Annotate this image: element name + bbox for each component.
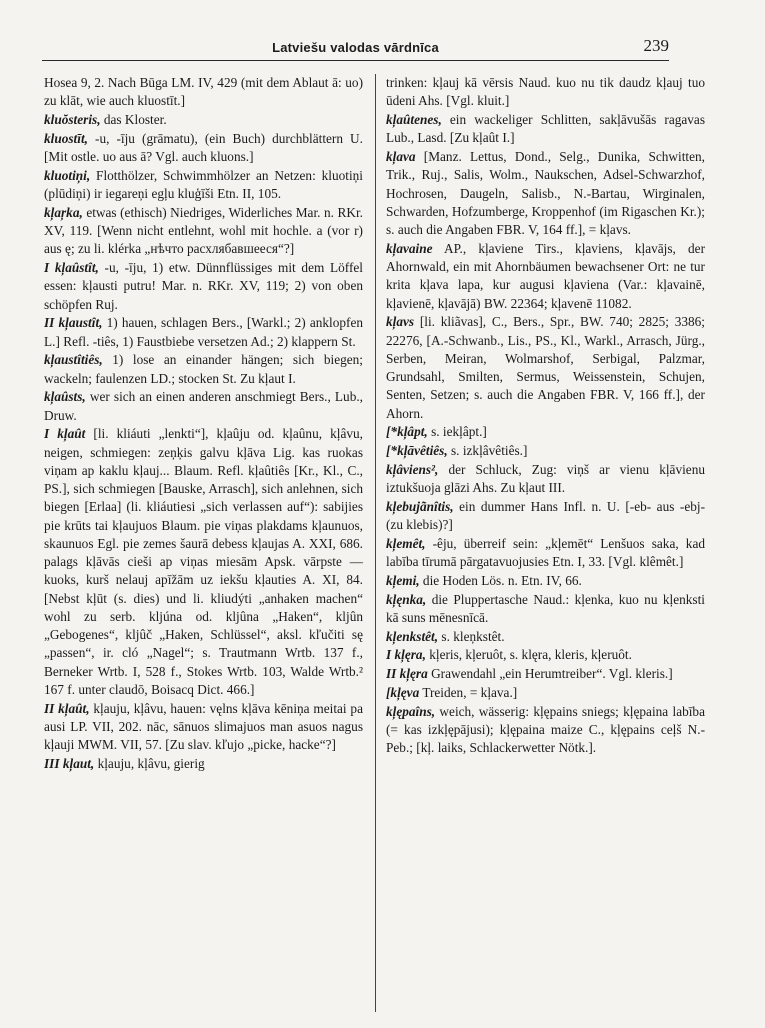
- dictionary-entry: [44, 351, 363, 388]
- dictionary-entry: [44, 425, 363, 699]
- entry-headword: kļemêt,: [386, 535, 426, 551]
- entry-headword: I kļaût: [44, 426, 86, 442]
- entry-headword: kļavaine: [386, 240, 433, 256]
- dictionary-entry: [386, 111, 705, 148]
- entry-text: s. iekļâpt.]: [427, 424, 487, 440]
- entry-headword: I kļaûstît,: [44, 260, 99, 275]
- entry-text: kļeris, kļeruôt, s. klęra, kleris, kļeruôt.: [425, 647, 632, 663]
- entry-headword: I kļęra,: [386, 647, 426, 663]
- entry-text: die Pluppertasche Naud.: kļenka, kuo nu kļenksti kā suns mēnesnīcā.: [386, 591, 705, 625]
- entry-headword: kļâviens²,: [386, 461, 439, 477]
- entry-text: [li. kliáuti „lenkti“], kļaûju od. kļaûnu, kļâvu, neigen, schmiegen: zeņķis galvu kļāva Lig. kas ruokas viņam ap kaklu kļauj... Blaum. Refl. kļaûtiês [Kr., Kl., C., PS.], sich schmiegen [Bauske, Arrasch], sich anlehnen, sich biegen [Erlaa] (li. kliáutiesi „sich verlassen auf“): sabijies pie krūts tai kļaujuos Blaum. pie viņas plakdams kļaunuos, skaunuos Egl. pie zemes šaurā debess kļaujas A. XXI, 686. palags kļāvās cieši ap viņas miesām Apsk. vārpste — kuoks, kurš nelauj apīžām uz iekšu kļauties A. XI, 84. [Nebst kļūt (s. dies) und li. kliudýti „anhaken machen“ wohl zu serb. kljúna od. kljûna „Haken“, kljûn „Gebogenes“, kljûč „Haken, Schlüssel“, aksl. kľučiti sę „passen“, ir. cló „Nagel“; s. Trautmann Wrtb. 137 f., Berneker Wrtb. I, 528 f., Stokes Wrtb. 103, Walde Wrtb.² 167 f. unter claudō, Boisacq Dict. 466.]: [44, 426, 363, 697]
- column-divider: [375, 74, 376, 1012]
- page-header: [42, 34, 669, 61]
- entry-text: [li. kliãvas], C., Bers., Spr., BW. 740; 2825; 3386; 22276, [A.-Schwanb., Lis., PS., Kl., Warkl., Arrasch, Jürg., Serben, Meiran, Wolmarshof, Serbigal, Palzmar, Grundsahl, Smilten, Sermus, Weissenstein, Schujen, Senten, Setzen; s. auch die Angaben FBR. V, 166 ff.], der Ahorn.: [386, 314, 705, 421]
- entry-text: kļauju, kļâvu, hauen: vęlns kļāva kēniņa meitai pa ausi LP. VII, 202. nāc, sānuos slimajuos man asuos nagus kļauji MWM. VII, 57. [Zu slav. kľujo „picke, hacke“?]: [44, 700, 363, 752]
- dictionary-entry: [386, 313, 705, 423]
- entry-text: AP., kļaviene Tirs., kļaviens, kļavājs, der Ahornwald, ein mit Ahornbäumen bewachsener Ort: ne tur krita kļava lapa, kur augusi kļaviena (Var.: kļavainē, kļavienē, kļavājā) BW. 22364; kļavenē 11082.: [386, 240, 705, 311]
- entry-headword: kļaûtenes,: [386, 112, 442, 127]
- dictionary-entry: [44, 111, 363, 129]
- entry-text: weich, wässerig: kļępains sniegs; kļępaina labība (= kas izkļępājusi); kļępaina maize C., kļępains ceļš N.-Peb.; [kļ. laiks, Schlackerwetter Nötk.].: [386, 703, 705, 755]
- entry-text: ein dummer Hans Infl. n. U. [-eb- aus -ebj- (zu klebis)?]: [386, 498, 705, 532]
- entry-headword: kļemi,: [386, 572, 420, 588]
- entry-text: Hosea 9, 2. Nach Būga LM. IV, 429 (mit dem Ablaut ā: uo) zu klāt, wie auch kluostīt.]: [44, 75, 363, 109]
- entry-headword: kļenkstêt,: [386, 628, 439, 644]
- dictionary-entry: [44, 314, 363, 351]
- entry-text: 1) lose an einander hängen; sich biegen; wackeln; faulenzen LD.; stocken St. Zu kļaut I.: [44, 352, 363, 386]
- dictionary-entry: [386, 703, 705, 758]
- entry-text: s. izkļâvêtiês.]: [447, 443, 528, 458]
- entry-headword: kļava: [386, 149, 416, 164]
- entry-text: der Schluck, Zug: viņš ar vienu kļāvienu iztukšuoja glāzi Ahs. Zu kļaut III.: [386, 461, 705, 495]
- entry-text: s. kleņkstêt.: [438, 628, 505, 644]
- entry-text: -u, -īju, 1) etw. Dünnflüssiges mit dem Löffel essen: kļausti putru! Mar. n. RKr. XV, 119; 2) von oben schöpfen Ruj.: [44, 260, 363, 312]
- dictionary-entry: [386, 535, 705, 572]
- page-number: 239: [643, 36, 669, 55]
- dictionary-entry: [44, 130, 363, 167]
- right-column: [386, 74, 705, 1022]
- entry-headword: kļęnka,: [386, 591, 427, 607]
- entry-headword: III kļaut,: [44, 755, 95, 771]
- entry-text: [Manz. Lettus, Dond., Selg., Dunika, Schwitten, Trik., Ruj., Salis, Wolm., Naukschen, Adsel-Schwarzhof, Hochrosen, Daugeln, Salisb., N.-Bartau, Wirginalen, Schwarden, Hofzumberge, Kroppenhof (im Rigaschen Kr.); s. auch die Angaben FBR. V, 164 ff.], = kļavs.: [386, 149, 705, 237]
- dictionary-entry: [386, 461, 705, 498]
- entry-headword: kluostīt,: [44, 130, 88, 146]
- dictionary-entry: [386, 572, 705, 590]
- left-column: [44, 74, 363, 1022]
- entry-headword: II kļaustît,: [44, 315, 103, 331]
- dictionary-entry: [44, 74, 363, 111]
- entry-headword: II kļaût,: [44, 700, 90, 716]
- entry-headword: kluŏsteris,: [44, 112, 101, 127]
- entry-headword: II kļęra: [386, 666, 428, 681]
- running-title: Latviešu valodas vārdnīca: [272, 40, 439, 55]
- entry-headword: [*kļâpt,: [386, 424, 428, 440]
- dictionary-entry: [44, 167, 363, 204]
- dictionary-entry: [386, 240, 705, 313]
- dictionary-entry: [44, 755, 363, 773]
- entry-headword: kļaûsts,: [44, 389, 86, 405]
- entry-text: ein wackeliger Schlitten, sakļāvušās ragavas Lub., Lasd. [Zu kļaût I.]: [386, 112, 705, 146]
- dictionary-entry: [44, 259, 363, 314]
- entry-headword: [kļęva: [386, 684, 420, 700]
- entry-headword: kļebujãnîtis,: [386, 498, 454, 514]
- dictionary-entry: [386, 148, 705, 239]
- entry-text: trinken: kļauj kā vērsis Naud. kuo nu tik daudz kļauj tuo ūdeni Ahs. [Vgl. kluit.]: [386, 75, 705, 109]
- entry-headword: [*kļāvêtiês,: [386, 443, 448, 458]
- entry-text: Grawendahl „ein Herumtreiber“. Vgl. kleris.]: [427, 666, 673, 681]
- entry-text: etwas (ethisch) Niedriges, Widerliches Mar. n. RKr. XV, 119. [Wenn nicht entlehnt, wohl mit hochle. a (vor r) aus ę; zu li. klérka „нѣчто расхлябавшееся“?]: [44, 204, 363, 257]
- dictionary-entry: [386, 442, 705, 460]
- entry-text: Treiden, = kļava.]: [419, 684, 518, 700]
- dictionary-entry: [386, 684, 705, 702]
- entry-text: 1) hauen, schlagen Bers., [Warkl.; 2) anklopfen L.] Refl. -tiês, 1) Faustbiebe versetzen Ad.; 2) klappern St.: [44, 315, 363, 349]
- entry-text: -u, -īju (grāmatu), (ein Buch) durchblättern U. [Mit ostle. uo aus ā? Vgl. auch kluons.]: [44, 130, 363, 164]
- entry-headword: kļavs: [386, 314, 415, 330]
- entry-text: Flotthölzer, Schwimmhölzer an Netzen: kluotiņi (plūdiņi) ir iegareņi egļu kluģīši Etn. II, 105.: [44, 167, 363, 201]
- entry-headword: kļępaîns,: [386, 703, 436, 719]
- dictionary-entry: [386, 628, 705, 646]
- dictionary-entry: [386, 498, 705, 535]
- dictionary-entry: [386, 423, 705, 441]
- dictionary-entry: [386, 646, 705, 664]
- entry-text: die Hoden Lös. n. Etn. IV, 66.: [419, 572, 582, 588]
- entry-text: kļauju, kļâvu, gierig: [94, 755, 205, 771]
- entry-headword: kļaŗka,: [44, 204, 83, 220]
- dictionary-entry: [44, 204, 363, 259]
- entry-headword: kļaustîtiês,: [44, 352, 103, 368]
- entry-text: wer sich an einen anderen anschmiegt Bers., Lub., Druw.: [44, 389, 363, 423]
- dictionary-entry: [44, 700, 363, 755]
- dictionary-entry: [386, 591, 705, 628]
- entry-headword: kluotiņi,: [44, 167, 91, 183]
- dictionary-entry: [386, 665, 705, 683]
- entry-text: das Kloster.: [100, 112, 167, 127]
- entry-text: -êju, überreif sein: „kļemēt“ Lenšuos saka, kad labība tīrumā pārgatavuojusies Etn. I, 33. [Vgl. klêmêt.]: [386, 535, 705, 569]
- dictionary-entry: [386, 74, 705, 111]
- dictionary-entry: [44, 388, 363, 425]
